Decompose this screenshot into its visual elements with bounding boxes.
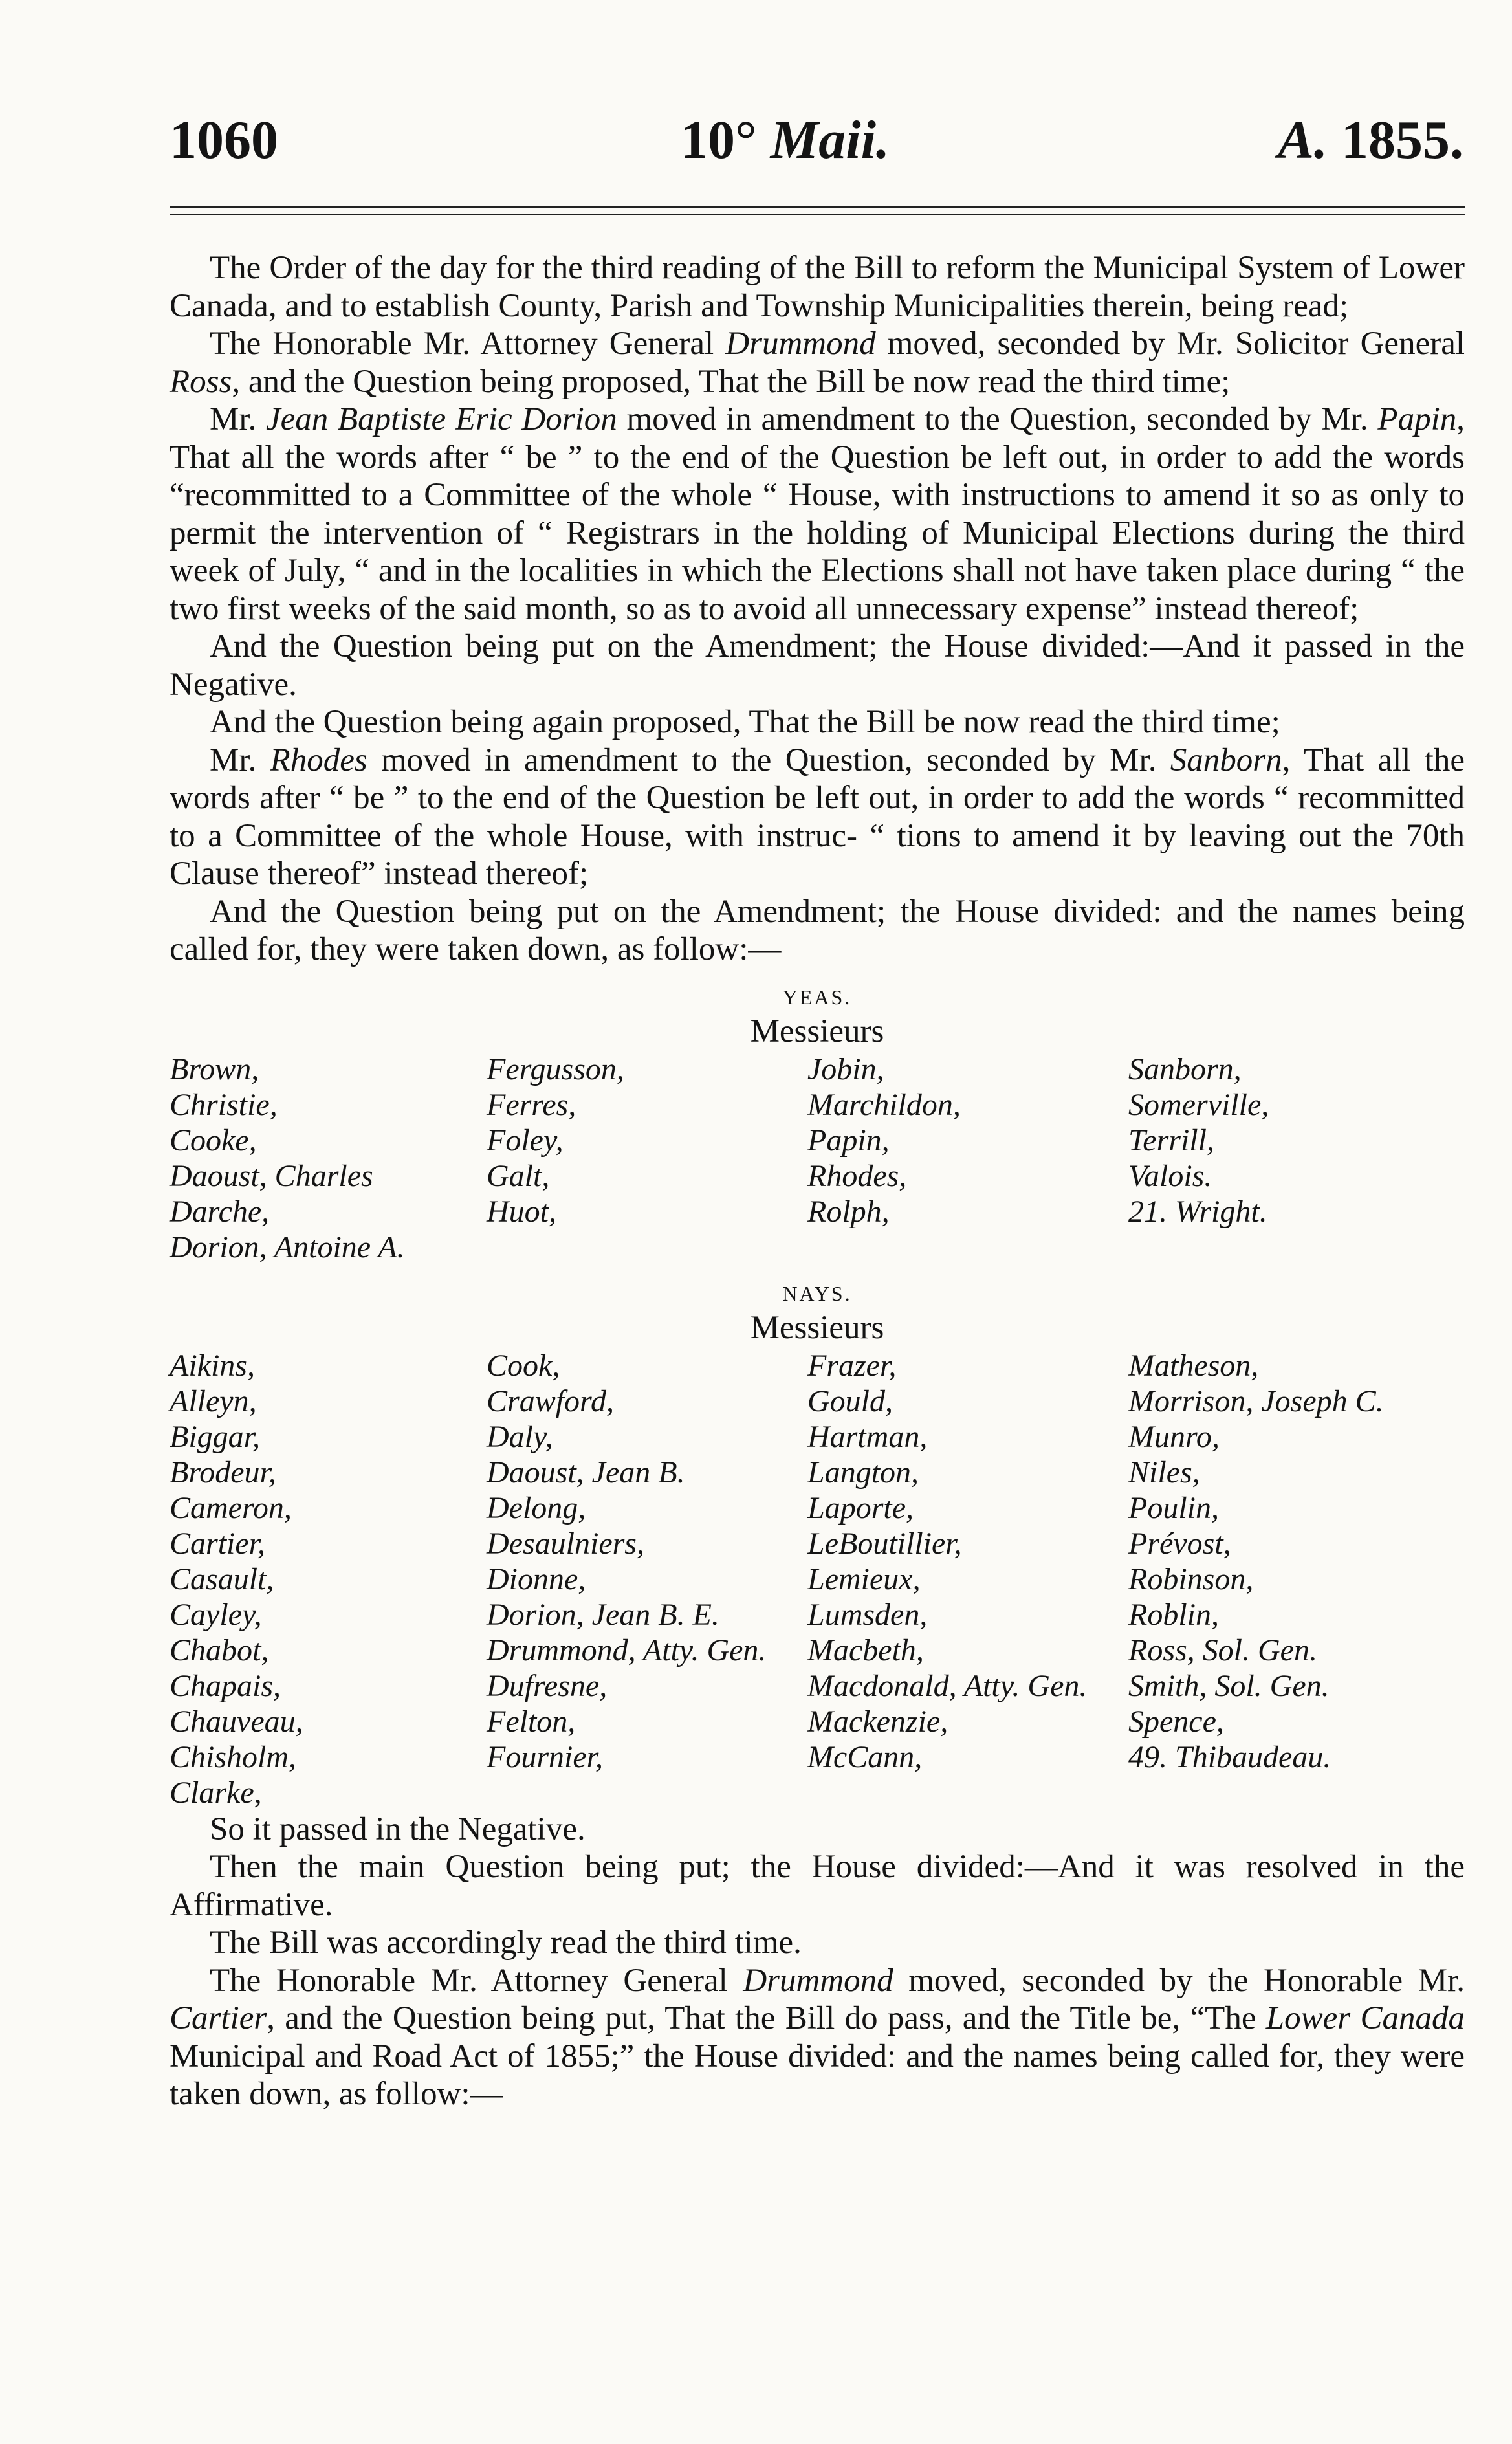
member-name-cell: Somerville, xyxy=(1128,1087,1269,1122)
member-name-cell: Daly, xyxy=(487,1419,553,1454)
member-name-cell: Lemieux, xyxy=(807,1561,921,1596)
member-name-cell: Dorion, Antoine A. xyxy=(170,1229,405,1264)
member-name-cell: Drummond, Atty. Gen. xyxy=(487,1633,767,1668)
text-run: moved in amendment to the Question, seconded by Mr. xyxy=(367,742,1170,778)
member-name-cell: Rolph, xyxy=(807,1194,890,1229)
member-name-cell: Cameron, xyxy=(170,1490,292,1525)
nays-row xyxy=(170,1739,1465,1775)
year-prefix: A. xyxy=(1277,110,1328,170)
paragraph-third-reading: The Bill was accordingly read the third time. xyxy=(210,1924,802,1961)
text-run: , and the Question being put, That the Bill do pass, and the Title be, “The xyxy=(267,2000,1266,2036)
text-run: Municipal and Road Act of 1855;” the House divided: and the names being called for, they were taken down, as follow:— xyxy=(170,2038,1465,2112)
member-name-cell: Cook, xyxy=(487,1348,560,1383)
nays-row xyxy=(170,1455,1465,1490)
paragraph-main-question: Then the main Question being put; the House divided:—And it was resolved in the Affirmative. xyxy=(170,1849,1465,1923)
member-name-cell xyxy=(807,1229,1128,1265)
paragraph-motion xyxy=(170,325,1465,401)
member-name-cell: Crawford, xyxy=(487,1383,614,1418)
member-name-cell: Daoust, Jean B. xyxy=(487,1455,685,1490)
member-name-cell: Macbeth, xyxy=(807,1633,924,1668)
member-name-cell: Fergusson, xyxy=(487,1051,624,1086)
member-name-cell: LeBoutillier, xyxy=(807,1526,962,1561)
member-name: Rhodes xyxy=(270,742,367,778)
text-run: , That all the words after “ be ” to the end of the Question be left out, in order to add the words “recommitted to a Committee of the whole “ House, with instructions to amend it so as only to permit the intervention of “ Registrars in the holding of Municipal Elections during the third week of July, “ and in the localities in which the Elections shall not have taken place during “ the two first weeks of the said month, so as to avoid all unnecessary expense” instead thereof; xyxy=(170,401,1465,627)
text-run: moved, seconded by Mr. Solicitor General xyxy=(875,325,1465,362)
member-name-cell: Papin, xyxy=(807,1123,890,1158)
nays-row xyxy=(170,1633,1465,1668)
yeas-table xyxy=(170,1051,1465,1265)
nays-row xyxy=(170,1775,1465,1811)
date-month: Maii. xyxy=(770,110,890,170)
member-name: Drummond xyxy=(725,325,876,362)
page-date xyxy=(681,109,890,171)
member-name: Papin xyxy=(1377,401,1457,437)
member-name: Drummond xyxy=(743,1962,893,1999)
member-name-cell: Frazer, xyxy=(807,1348,897,1383)
member-name-cell: Fournier, xyxy=(487,1739,603,1774)
member-name-cell: McCann, xyxy=(807,1739,923,1774)
nays-table xyxy=(170,1348,1465,1811)
member-name: Cartier xyxy=(170,2000,267,2036)
member-name-cell: Galt, xyxy=(487,1158,550,1193)
text-run: , That all the words after “ be ” to the end of the Question be left out, in order to add the words “ recommitted to a Committee of the whole House, with instruc- “ tions to amend it by leaving out the 70th Clause thereof” instead thereof; xyxy=(170,742,1465,892)
member-name-cell: Mackenzie, xyxy=(807,1704,948,1739)
yeas-row xyxy=(170,1194,1465,1229)
paragraph-again-proposed: And the Question being again proposed, That the Bill be now read the third time; xyxy=(210,704,1280,740)
member-name-cell: Sanborn, xyxy=(1128,1051,1242,1086)
member-name-cell: Chabot, xyxy=(170,1633,269,1668)
member-name-cell: Dorion, Jean B. E. xyxy=(487,1597,719,1632)
member-name-cell: Niles, xyxy=(1128,1455,1200,1490)
member-name-cell: Lumsden, xyxy=(807,1597,928,1632)
yeas-row xyxy=(170,1123,1465,1158)
member-name-cell: Robinson, xyxy=(1128,1561,1254,1596)
paragraph-passed-negative: So it passed in the Negative. xyxy=(210,1811,586,1847)
member-name-cell: Laporte, xyxy=(807,1490,914,1525)
member-name-cell: Chauveau, xyxy=(170,1704,303,1739)
member-name-cell: Ross, Sol. Gen. xyxy=(1128,1633,1317,1668)
member-name-cell: Rhodes, xyxy=(807,1158,907,1193)
paragraph-division: And the Question being put on the Amendment; the House divided: and the names being called for, they were taken down, as follow:— xyxy=(170,893,1465,967)
paragraph-do-pass xyxy=(170,1962,1465,2113)
member-name-cell: Roblin, xyxy=(1128,1597,1219,1632)
member-name-cell: Terrill, xyxy=(1128,1123,1214,1158)
member-name-cell: Daoust, Charles xyxy=(170,1158,373,1193)
yeas-row xyxy=(170,1229,1465,1265)
member-name-cell: Foley, xyxy=(487,1123,564,1158)
yeas-heading: YEAS. xyxy=(782,985,852,1009)
nays-row xyxy=(170,1526,1465,1561)
nays-row xyxy=(170,1383,1465,1419)
member-name-cell: Darche, xyxy=(170,1194,270,1229)
member-name-cell xyxy=(1128,1229,1465,1265)
member-name-cell: Marchildon, xyxy=(807,1087,961,1122)
member-name-cell: Munro, xyxy=(1128,1419,1220,1454)
text-run: moved in amendment to the Question, seconded by Mr. xyxy=(617,401,1378,437)
nays-row xyxy=(170,1597,1465,1633)
nays-row xyxy=(170,1348,1465,1383)
member-name-cell: Brodeur, xyxy=(170,1455,276,1490)
member-name-cell: Poulin, xyxy=(1128,1490,1219,1525)
member-name-cell: Hartman, xyxy=(807,1419,928,1454)
header-rule xyxy=(170,206,1465,208)
member-name-cell xyxy=(487,1775,807,1811)
member-name-cell: Langton, xyxy=(807,1455,919,1490)
member-name: Sanborn xyxy=(1170,742,1282,778)
member-name-cell: Gould, xyxy=(807,1383,893,1418)
member-name-cell: Casault, xyxy=(170,1561,274,1596)
member-name-cell: Ferres, xyxy=(487,1087,576,1122)
member-name-cell: Brown, xyxy=(170,1051,259,1086)
member-name-cell: Cartier, xyxy=(170,1526,266,1561)
member-name-cell: 49. Thibaudeau. xyxy=(1128,1739,1331,1774)
member-name-cell: Matheson, xyxy=(1128,1348,1259,1383)
member-name-cell: Huot, xyxy=(487,1194,556,1229)
member-name-cell: Biggar, xyxy=(170,1419,261,1454)
text-run: , and the Question being proposed, That the Bill be now read the third time; xyxy=(232,363,1231,400)
member-name-cell: Spence, xyxy=(1128,1704,1224,1739)
member-name-cell: Christie, xyxy=(170,1087,278,1122)
member-name-cell: Smith, Sol. Gen. xyxy=(1128,1668,1330,1703)
nays-row xyxy=(170,1490,1465,1526)
text-run: moved, seconded by the Honorable Mr. xyxy=(893,1962,1465,1999)
member-name-cell: Prévost, xyxy=(1128,1526,1231,1561)
member-name-cell xyxy=(807,1775,1128,1811)
nays-messieurs: Messieurs xyxy=(750,1309,884,1346)
member-name-cell: Delong, xyxy=(487,1490,586,1525)
member-name: Jean Baptiste Eric Dorion xyxy=(266,401,617,437)
member-name-cell xyxy=(1128,1775,1465,1811)
body-text xyxy=(170,249,1465,2113)
text-run: The Honorable Mr. Attorney General xyxy=(210,1962,743,1999)
member-name-cell: Clarke, xyxy=(170,1775,262,1810)
place-name: Lower Canada xyxy=(1265,2000,1465,2036)
nays-row xyxy=(170,1668,1465,1704)
year-value: 1855. xyxy=(1341,110,1463,170)
date-day: 10° xyxy=(681,110,757,170)
page-year xyxy=(1278,109,1463,171)
member-name-cell: Jobin, xyxy=(807,1051,884,1086)
member-name-cell: Alleyn, xyxy=(170,1383,257,1418)
member-name-cell: Dionne, xyxy=(487,1561,586,1596)
text-run: Mr. xyxy=(210,401,266,437)
paragraph-negative: And the Question being put on the Amendment; the House divided:—And it passed in the Negative. xyxy=(170,628,1465,703)
yeas-row xyxy=(170,1087,1465,1123)
page-number: 1060 xyxy=(170,110,278,170)
member-name-cell: Valois. xyxy=(1128,1158,1212,1193)
member-name-cell: Chapais, xyxy=(170,1668,281,1703)
member-name-cell: Morrison, Joseph C. xyxy=(1128,1383,1384,1418)
member-name: Ross xyxy=(170,363,232,400)
nays-row xyxy=(170,1419,1465,1455)
member-name-cell: Aikins, xyxy=(170,1348,255,1383)
yeas-messieurs: Messieurs xyxy=(750,1013,884,1050)
nays-heading: NAYS. xyxy=(782,1281,852,1305)
nays-row xyxy=(170,1561,1465,1597)
member-name-cell: Cayley, xyxy=(170,1597,262,1632)
nays-row xyxy=(170,1704,1465,1739)
paragraph-amendment-dorion xyxy=(170,401,1465,628)
paragraph-amendment-rhodes xyxy=(170,742,1465,893)
text-run: Mr. xyxy=(210,742,270,778)
member-name-cell: 21. Wright. xyxy=(1128,1194,1267,1229)
page-header xyxy=(170,109,1463,180)
member-name-cell: Macdonald, Atty. Gen. xyxy=(807,1668,1088,1703)
paragraph-order-of-day: The Order of the day for the third reading of the Bill to reform the Municipal System of Lower Canada, and to establish County, Parish and Township Municipalities therein, being read; xyxy=(170,250,1465,324)
yeas-row xyxy=(170,1158,1465,1194)
member-name-cell: Cooke, xyxy=(170,1123,257,1158)
member-name-cell: Desaulniers, xyxy=(487,1526,644,1561)
header-rule-thin xyxy=(170,214,1465,215)
member-name-cell xyxy=(487,1229,807,1265)
member-name-cell: Dufresne, xyxy=(487,1668,608,1703)
member-name-cell: Chisholm, xyxy=(170,1739,297,1774)
yeas-row xyxy=(170,1051,1465,1087)
text-run: The Honorable Mr. Attorney General xyxy=(210,325,726,362)
member-name-cell: Felton, xyxy=(487,1704,576,1739)
